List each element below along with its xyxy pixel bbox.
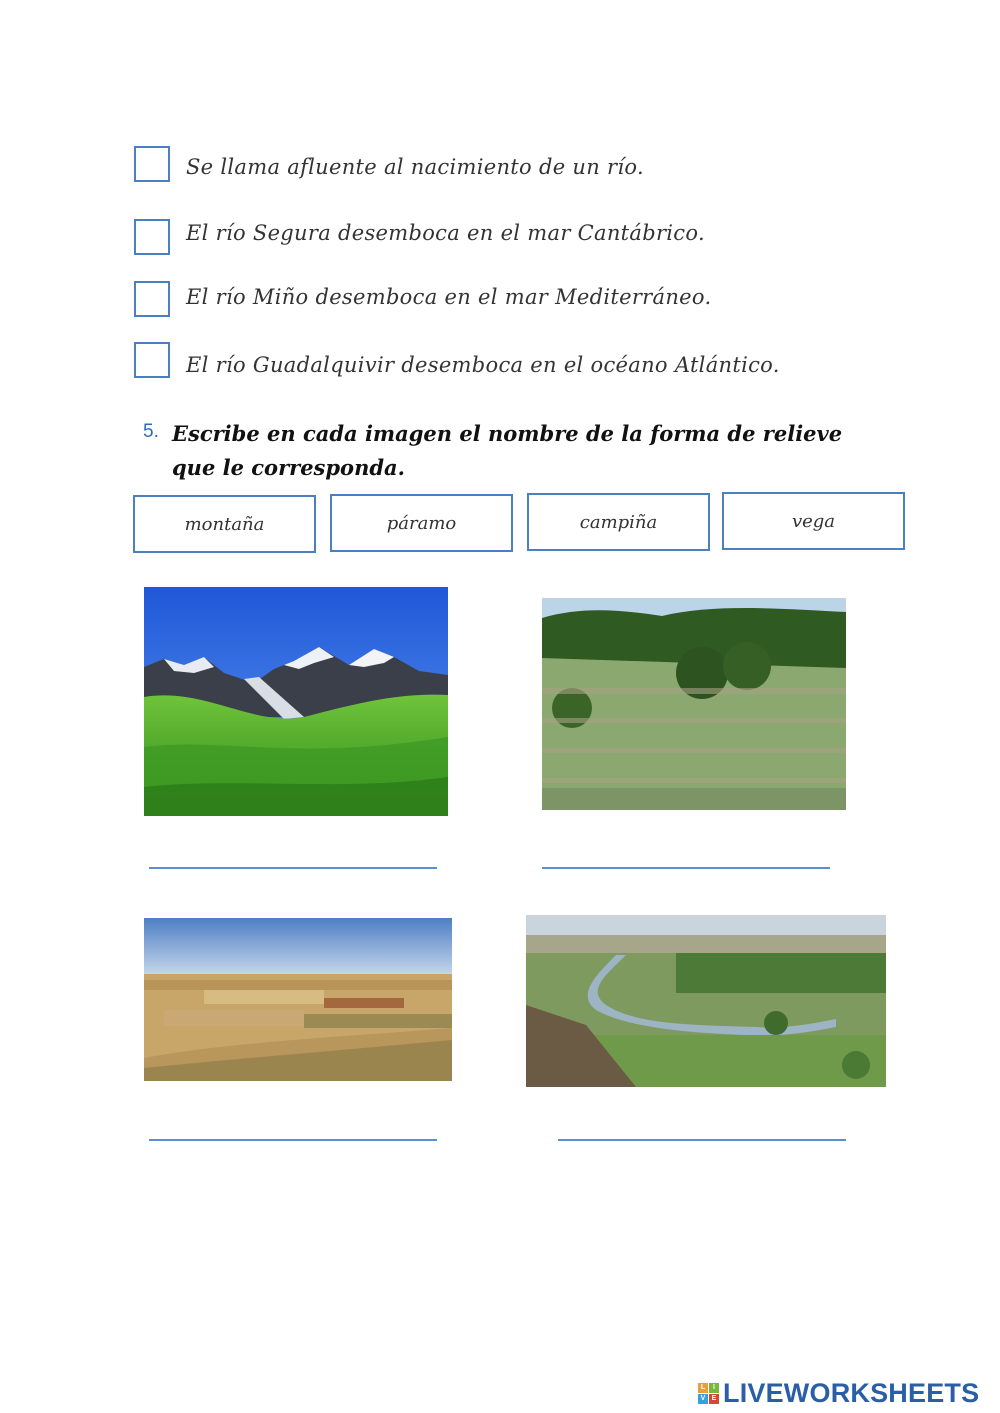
word-chip-montana[interactable]: montaña — [133, 495, 316, 553]
question-number: 5. — [143, 421, 159, 442]
statement-2-text: El río Segura desemboca en el mar Cantábrico. — [186, 221, 705, 245]
checkbox-statement-1[interactable] — [134, 146, 170, 182]
word-chip-campina[interactable]: campiña — [527, 493, 710, 551]
answer-line-1[interactable] — [149, 867, 437, 869]
word-chip-vega[interactable]: vega — [722, 492, 905, 550]
word-chip-paramo[interactable]: páramo — [330, 494, 513, 552]
mountain-landscape-photo — [144, 587, 448, 816]
answer-line-3[interactable] — [149, 1139, 437, 1141]
statement-4-text: El río Guadalquivir desemboca en el océano Atlántico. — [186, 353, 780, 377]
checkbox-statement-2[interactable] — [134, 219, 170, 255]
river-valley-photo — [526, 915, 886, 1087]
terraced-hillside-photo — [542, 598, 846, 810]
question-text: Escribe en cada imagen el nombre de la forma de relieve que le corresponda. — [172, 421, 843, 480]
answer-line-2[interactable] — [542, 867, 830, 869]
checkbox-statement-3[interactable] — [134, 281, 170, 317]
statement-3-text: El río Miño desemboca en el mar Mediterráneo. — [186, 285, 712, 309]
logo-mark-icon: L I V E — [698, 1383, 719, 1404]
plain-fields-photo — [144, 918, 452, 1081]
liveworksheets-logo — [698, 1378, 979, 1409]
answer-line-4[interactable] — [558, 1139, 846, 1141]
checkbox-statement-4[interactable] — [134, 342, 170, 378]
brand-name: LIVEWORKSHEETS — [723, 1378, 980, 1408]
statement-1-text: Se llama afluente al nacimiento de un río. — [186, 155, 644, 179]
